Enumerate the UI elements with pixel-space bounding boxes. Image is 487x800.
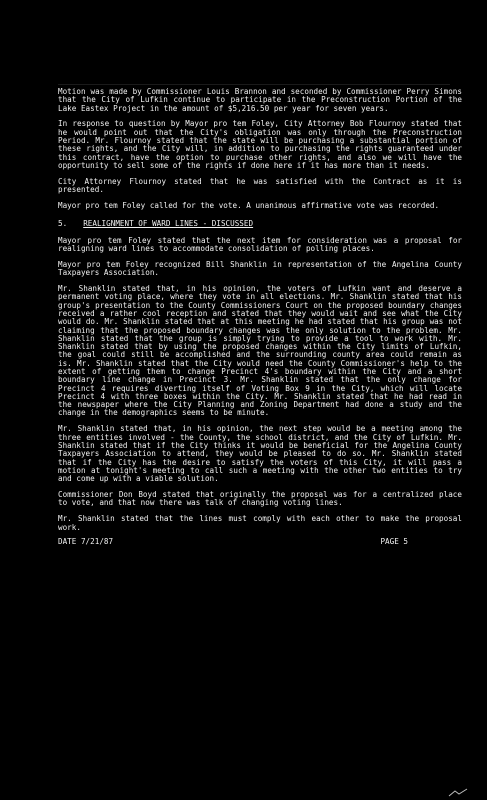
scan-corner-mark xyxy=(447,788,469,798)
motion-paragraph: Motion was made by Commissioner Louis Brannon and seconded by Commissioner Perry Simons that the City of Lufkin continue to participate in the Preconstruction Portion of the Lake Eastex Project in the amount of $5,216.50 per year for seven years. xyxy=(58,87,462,113)
footer-page-number: PAGE 5 xyxy=(380,536,408,546)
comply-paragraph: Mr. Shanklin stated that the lines must comply with each other to make the proposal work. xyxy=(58,514,462,532)
top-paragraphs xyxy=(58,88,462,210)
shanklin-statement-paragraph: Mr. Shanklin stated that, in his opinion, the voters of Lufkin want and deserve a permanent voting place, where they vote in all elections. Mr. Shanklin stated that his group's presentation to the County Commissioners Court on the proposed boundary changes received a rather cool reception and stated that they would wait and see what the City would do. Mr. Shanklin stated that at this meeting he had stated that his group was not claiming that the proposed boundary changes was the only solution to the problem. Mr. Shanklin stated that the group is simply trying to provide a tool to work with. Mr. Shanklin stated that by using the proposed changes within the City limits of Lufkin, the goal could still be accomplished and the surrounding county area could remain as is. Mr. Shanklin stated that the City would need the County Commissioner's help to the extent of getting them to change Precinct 4's boundary within the City and a short boundary line change in Precinct 3. Mr. Shanklin stated that the only change for Precinct 4 requires diverting itself of Voting Box 9 in the City, which will locate Precinct 4 with three boxes within the City. Mr. Shanklin stated that he had read in the newspaper where the City Planning and Zoning Department had done a study and the change in the demographics seems to be minute. xyxy=(58,284,462,418)
footer-date: DATE 7/21/87 xyxy=(58,536,114,546)
bottom-paragraphs xyxy=(58,237,462,532)
page-footer xyxy=(58,538,408,546)
vote-paragraph: Mayor pro tem Foley called for the vote. A unanimous affirmative vote was recorded. xyxy=(58,201,440,211)
next-item-paragraph: Mayor pro tem Foley stated that the next item for consideration was a proposal for realigning ward lines to accommodate consolidation of polling places. xyxy=(58,235,462,253)
top-scan-edge xyxy=(58,84,450,85)
section-title: REALIGNMENT OF WARD LINES - DISCUSSED xyxy=(83,219,254,229)
next-step-paragraph: Mr. Shanklin stated that, in his opinion, the next step would be a meeting among the three entities involved - the County, the school district, and the City of Lufkin. Mr. Shanklin stated that if the City thinks it would be beneficial for the Angelina County Taxpayers Association to attend, they would be pleased to do so. Mr. Shanklin stated that if the City has the desire to satisfy the voters of this City, it will pass a motion at tonight's meeting to call such a meeting with the other two entities to try and come up with a viable solution. xyxy=(58,424,462,484)
minutes-page xyxy=(58,88,462,546)
section-number: 5. xyxy=(58,219,68,229)
contract-satisfied-paragraph: City Attorney Flournoy stated that he was satisfied with the Contract as it is presented. xyxy=(58,176,462,195)
scan-artifact-icon xyxy=(447,788,469,798)
boyd-paragraph: Commissioner Don Boyd stated that originally the proposal was for a centralized place to vote, and that now there was talk of changing voting lines. xyxy=(58,490,462,508)
flournoy-response-paragraph: In response to question by Mayor pro tem Foley, City Attorney Bob Flournoy stated that he would point out that the City's obligation was only through the Preconstruction Period. Mr. Flournoy stated that the state will be purchasing a substantial portion of these rights, and the City will, in addition to purchasing the rights guaranteed under this contract, have the option to purchase other rights, and also we will have the opportunity to sell some of the rights if done here if it has more than it needs. xyxy=(58,119,462,170)
recognized-paragraph: Mayor pro tem Foley recognized Bill Shanklin in representation of the Angelina County Taxpayers Association. xyxy=(58,259,462,278)
section-heading xyxy=(58,220,462,228)
